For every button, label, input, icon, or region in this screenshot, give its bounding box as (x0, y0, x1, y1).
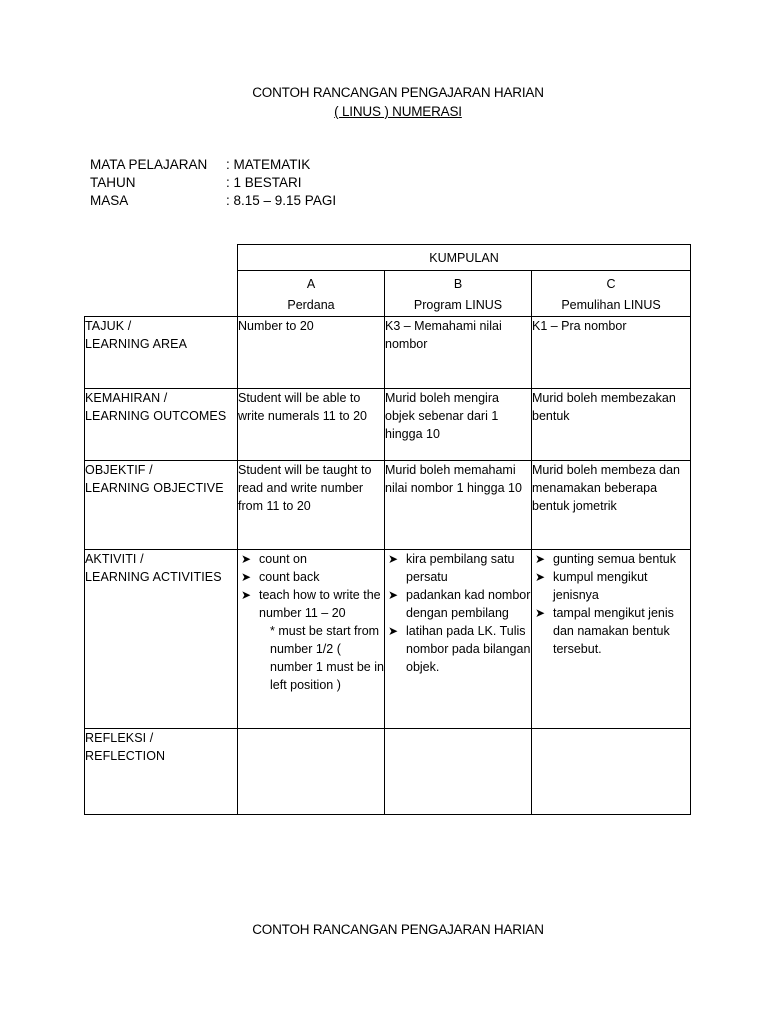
activity-note: * must be start from number 1/2 ( number 1 must be in left position ) (270, 624, 384, 692)
list-item (385, 622, 531, 676)
list-item (238, 568, 384, 586)
list-item-text: kira pembilang satu persatu (406, 552, 515, 584)
activity-list (238, 550, 384, 622)
meta-label: MATA PELAJARAN (90, 157, 208, 172)
lesson-plan-table (84, 244, 691, 815)
cell-a (238, 729, 385, 815)
list-item (532, 568, 690, 604)
meta-row-time (90, 192, 336, 210)
empty-corner-cell (85, 245, 238, 317)
list-item-text: teach how to write the number 11 – 20 (259, 588, 381, 620)
cell-a (238, 550, 385, 729)
row-label-line: KEMAHIRAN / (85, 391, 168, 405)
cell-a: Number to 20 (238, 317, 385, 389)
meta-label: TAHUN (90, 175, 136, 190)
arrow-bullet-icon: ➤ (535, 606, 546, 620)
list-item-text: latihan pada LK. Tulis nombor pada bilangan objek. (406, 624, 531, 674)
meta-label: MASA (90, 193, 129, 208)
row-label-line: TAJUK / (85, 319, 132, 333)
meta-value: : 8.15 – 9.15 PAGI (226, 193, 337, 208)
group-letter: A (306, 277, 316, 291)
list-item (238, 586, 384, 622)
group-name: Perdana (287, 298, 335, 312)
meta-block (90, 156, 336, 210)
group-name: Pemulihan LINUS (561, 298, 661, 312)
arrow-bullet-icon: ➤ (535, 570, 546, 584)
row-tajuk (85, 317, 691, 389)
cell-b: Murid boleh mengira objek sebenar dari 1 hingga 10 (385, 389, 532, 461)
next-page-title: CONTOH RANCANGAN PENGAJARAN HARIAN (252, 922, 544, 937)
cell-c (532, 729, 691, 815)
arrow-bullet-icon: ➤ (241, 570, 252, 584)
row-refleksi (85, 729, 691, 815)
row-label-line: OBJEKTIF / (85, 463, 153, 477)
row-label (85, 461, 238, 550)
cell-c: K1 – Pra nombor (532, 317, 691, 389)
group-header-row (85, 245, 691, 271)
row-label (85, 729, 238, 815)
list-item (385, 550, 531, 586)
arrow-bullet-icon: ➤ (388, 624, 399, 638)
arrow-bullet-icon: ➤ (241, 588, 252, 602)
document-subtitle: ( LINUS ) NUMERASI (334, 104, 462, 119)
row-label (85, 550, 238, 729)
arrow-bullet-icon: ➤ (388, 552, 399, 566)
document-title: CONTOH RANCANGAN PENGAJARAN HARIAN (252, 85, 544, 100)
list-item-text: gunting semua bentuk (553, 552, 677, 566)
cell-b: K3 – Memahami nilai nombor (385, 317, 532, 389)
row-label-line: LEARNING AREA (85, 337, 188, 351)
row-objektif (85, 461, 691, 550)
cell-c (532, 550, 691, 729)
list-item-text: count back (259, 570, 320, 584)
group-header-cell (238, 245, 691, 271)
meta-value: : MATEMATIK (226, 157, 311, 172)
arrow-bullet-icon: ➤ (241, 552, 252, 566)
row-kemahiran (85, 389, 691, 461)
list-item (532, 550, 690, 568)
row-label-line: REFLEKSI / (85, 731, 154, 745)
cell-b (385, 729, 532, 815)
group-letter: C (606, 277, 616, 291)
row-label-line: REFLECTION (85, 749, 166, 763)
row-label-line: LEARNING ACTIVITIES (85, 570, 222, 584)
group-header-label: KUMPULAN (429, 251, 499, 265)
arrow-bullet-icon: ➤ (388, 588, 399, 602)
list-item-text: kumpul mengikut jenisnya (553, 570, 648, 602)
list-item-text: count on (259, 552, 307, 566)
group-name: Program LINUS (413, 298, 503, 312)
meta-row-subject (90, 156, 336, 174)
list-item (532, 604, 690, 658)
arrow-bullet-icon: ➤ (535, 552, 546, 566)
row-label-line: LEARNING OUTCOMES (85, 409, 227, 423)
cell-a: Student will be able to write numerals 11 to 20 (238, 389, 385, 461)
group-c-header (532, 271, 691, 317)
meta-value: : 1 BESTARI (226, 175, 302, 190)
cell-c: Murid boleh membezakan bentuk (532, 389, 691, 461)
list-item-text: padankan kad nombor dengan pembilang (406, 588, 531, 620)
cell-b: Murid boleh memahami nilai nombor 1 hingga 10 (385, 461, 532, 550)
group-a-header (238, 271, 385, 317)
row-label-line: AKTIVITI / (85, 552, 144, 566)
cell-c: Murid boleh membeza dan menamakan beberapa bentuk jometrik (532, 461, 691, 550)
activity-list (532, 550, 690, 658)
group-b-header (385, 271, 532, 317)
row-aktiviti (85, 550, 691, 729)
list-item-text: tampal mengikut jenis dan namakan bentuk tersebut. (553, 606, 674, 656)
cell-a: Student will be taught to read and write number from 11 to 20 (238, 461, 385, 550)
row-label (85, 389, 238, 461)
activity-list (385, 550, 531, 676)
list-item (385, 586, 531, 622)
group-letter: B (453, 277, 463, 291)
list-item (238, 550, 384, 568)
meta-row-year (90, 174, 336, 192)
row-label (85, 317, 238, 389)
row-label-line: LEARNING OBJECTIVE (85, 481, 224, 495)
cell-b (385, 550, 532, 729)
